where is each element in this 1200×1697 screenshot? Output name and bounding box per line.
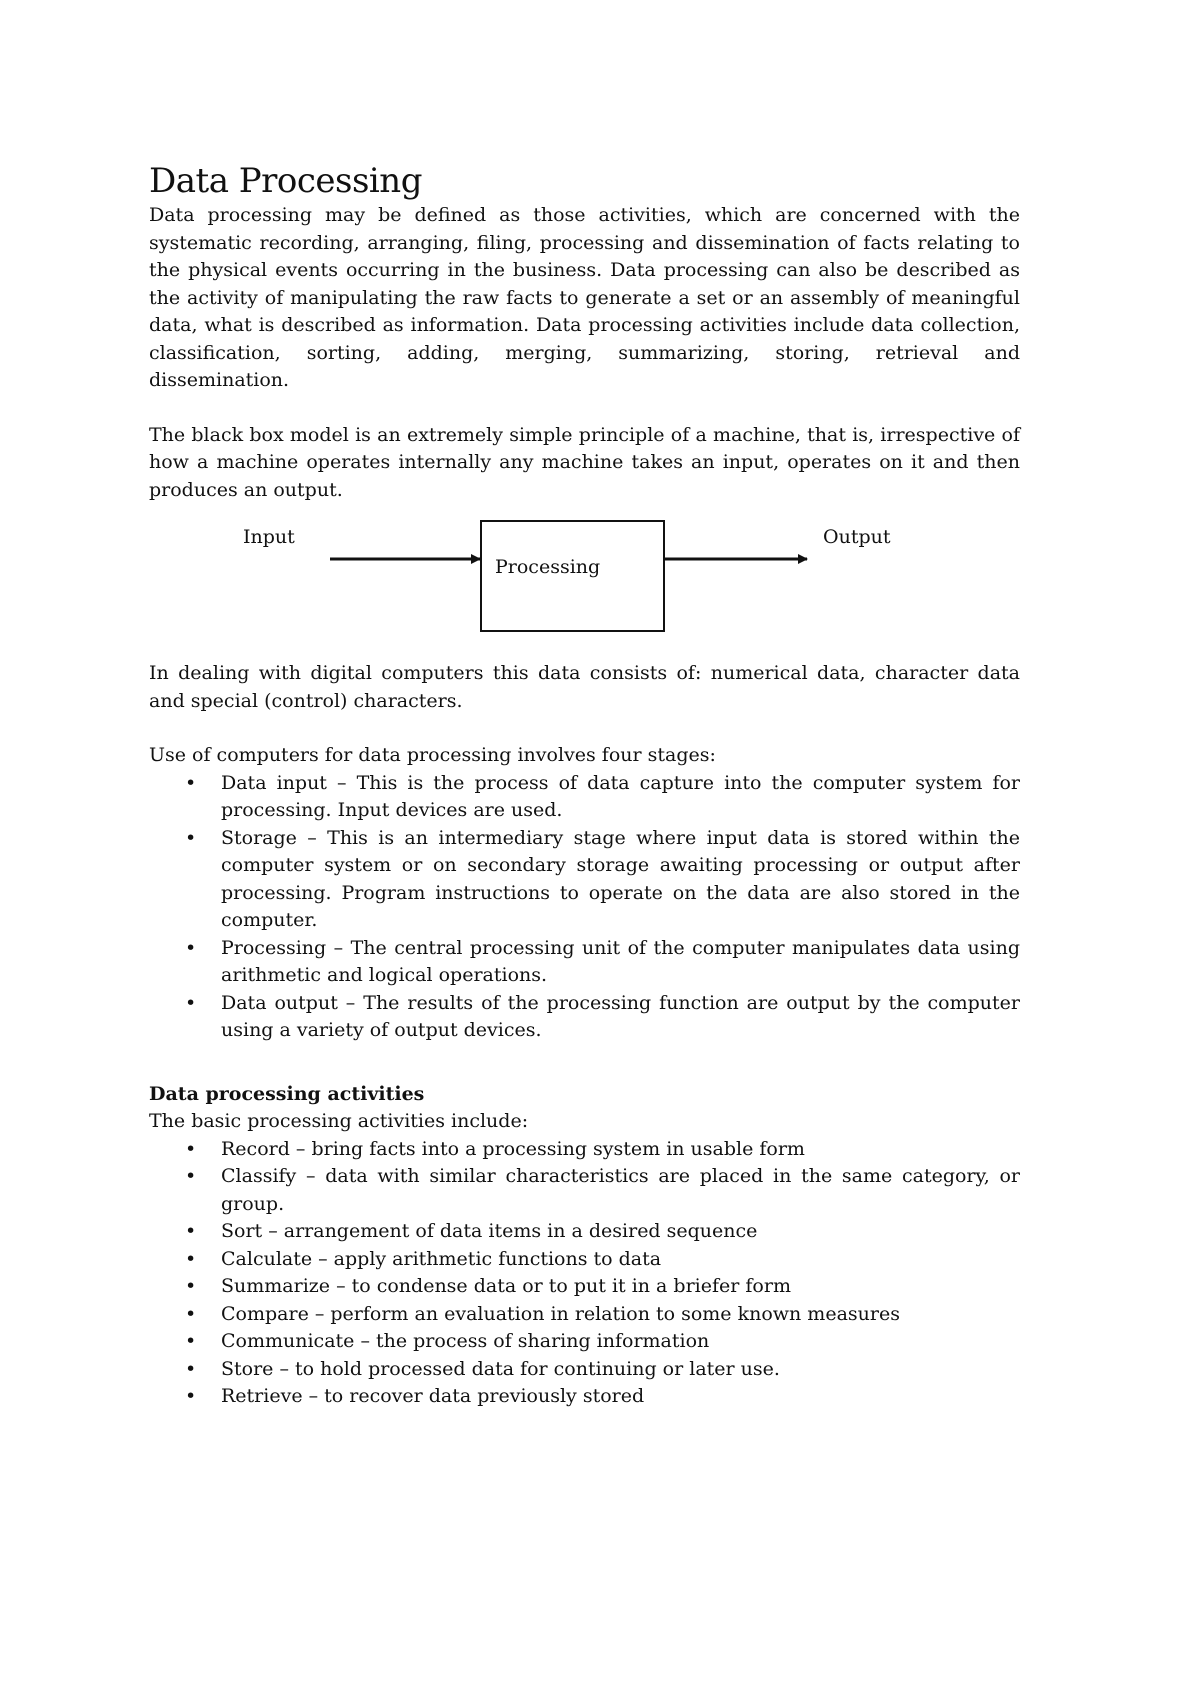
bullet-icon: •	[185, 1165, 197, 1187]
bullet-icon: •	[185, 1357, 197, 1380]
black-box-paragraph: The black box model is an extremely simple principle of a machine, that is, irrespective of how a machine operates internally any machine takes an input, operates on it and then produces an output.	[149, 423, 1020, 501]
bullet-icon: •	[185, 826, 197, 849]
processing-label: Processing	[495, 556, 601, 578]
bullet-icon: •	[185, 1137, 197, 1160]
stage-text: Data input – This is the process of data capture into the computer system for processing. Input devices are used.	[221, 771, 1020, 821]
list-item	[149, 825, 1020, 935]
bullet-icon: •	[185, 1247, 197, 1270]
activity-text: Compare – perform an evaluation in relation to some known measures	[221, 1302, 900, 1325]
stage-text: Processing – The central processing unit of the computer manipulates data using arithmetic and logical operations.	[221, 936, 1020, 986]
activities-intro: The basic processing activities include:	[149, 1110, 529, 1132]
bullet-icon: •	[185, 771, 197, 794]
bullet-icon: •	[185, 936, 197, 959]
activity-text: Retrieve – to recover data previously stored	[221, 1385, 645, 1407]
bullet-icon: •	[185, 1302, 197, 1325]
activities-heading: Data processing activities	[149, 1082, 425, 1105]
list-item	[149, 1163, 1020, 1218]
intro-paragraph: Data processing may be defined as those activities, which are concerned with the systematic recording, arranging, filing, processing and dissemination of facts relating to the physical events occurring in the business. Data processing can also be described as the activity of manipulating the raw facts to generate a set or an assembly of meaningful data, what is described as information. Data processing activities include data collection, classification, sorting, adding, merging, summarizing, storing, retrieval and dissemination.	[149, 204, 1020, 391]
bullet-icon: •	[185, 1385, 197, 1407]
list-item	[149, 1246, 1020, 1274]
list-item	[149, 1383, 1020, 1411]
activity-text: Calculate – apply arithmetic functions to data	[221, 1247, 662, 1270]
list-item	[149, 1328, 1020, 1356]
list-item	[149, 935, 1020, 990]
bullet-icon: •	[185, 1275, 197, 1297]
spacer	[149, 1045, 1020, 1081]
activity-text: Sort – arrangement of data items in a desired sequence	[221, 1220, 758, 1242]
bullet-icon: •	[185, 991, 197, 1014]
spacer	[149, 715, 1020, 742]
activities-list	[149, 1136, 1020, 1411]
output-label: Output	[823, 526, 891, 548]
stages-list	[149, 770, 1020, 1045]
activity-text: Summarize – to condense data or to put it in a briefer form	[221, 1275, 791, 1297]
list-item	[149, 990, 1020, 1045]
list-item	[149, 770, 1020, 825]
bullet-icon: •	[185, 1330, 197, 1352]
digital-paragraph: In dealing with digital computers this data consists of: numerical data, character data and special (control) characters.	[149, 662, 1020, 712]
stage-text: Data output – The results of the processing function are output by the computer using a variety of output devices.	[221, 991, 1020, 1041]
page-title: Data Processing	[149, 161, 422, 201]
list-item	[149, 1136, 1020, 1164]
list-item	[149, 1356, 1020, 1384]
black-box-diagram	[149, 514, 1020, 652]
activity-text: Record – bring facts into a processing system in usable form	[221, 1137, 805, 1160]
activity-text: Store – to hold processed data for continuing or later use.	[221, 1357, 780, 1380]
input-label: Input	[243, 526, 295, 548]
stage-text: Storage – This is an intermediary stage where input data is stored within the computer system or on secondary storage awaiting processing or output after processing. Program instructions to operate on the data are also stored in the computer.	[221, 826, 1020, 931]
document-page	[149, 160, 1020, 1411]
list-item	[149, 1301, 1020, 1329]
list-item	[149, 1218, 1020, 1246]
activity-text: Communicate – the process of sharing information	[221, 1330, 710, 1352]
spacer	[149, 395, 1020, 422]
activity-text: Classify – data with similar characteristics are placed in the same category, or group.	[221, 1165, 1020, 1215]
list-item	[149, 1273, 1020, 1301]
bullet-icon: •	[185, 1220, 197, 1242]
stages-intro: Use of computers for data processing involves four stages:	[149, 744, 716, 766]
